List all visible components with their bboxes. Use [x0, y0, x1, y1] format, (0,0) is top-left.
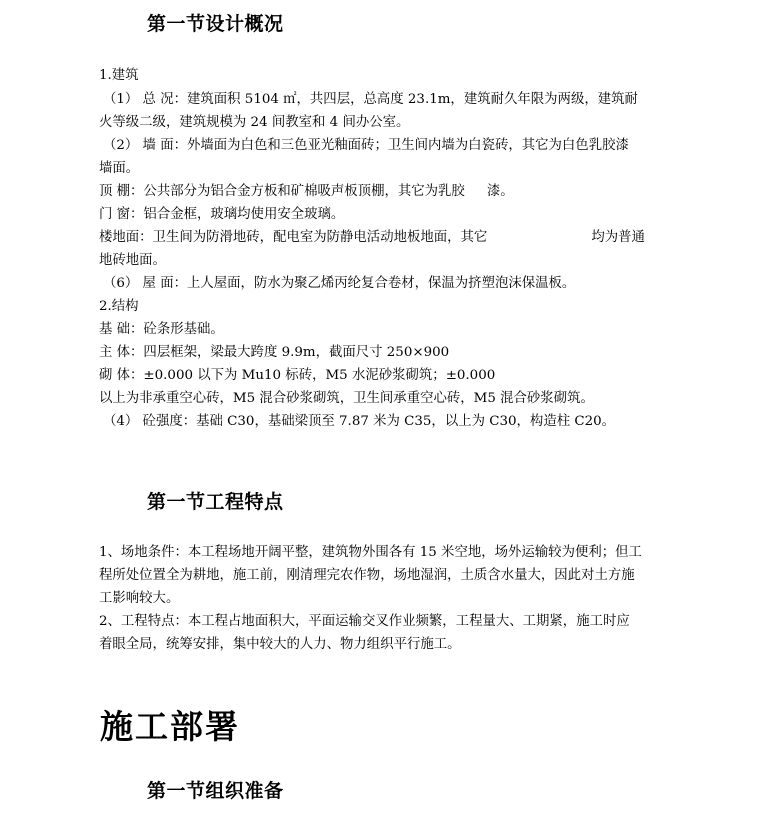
paragraph-line: 以上为非承重空心砖，M5 混合砂浆砌筑，卫生间承重空心砖，M5 混合砂浆砌筑。: [99, 391, 594, 406]
paragraph-line: 门 窗：铝合金框，玻璃均使用安全玻璃。: [99, 207, 345, 222]
paragraph-line: 工影响较大。: [99, 591, 180, 606]
paragraph-line: 程所处位置全为耕地，施工前，刚清理完农作物，场地湿润，土质含水量大，因此对土方施: [99, 568, 635, 583]
chapter-heading-construction-deployment: 施工部署: [100, 707, 240, 746]
paragraph-line: 2、工程特点：本工程占地面积大，平面运输交叉作业频繁，工程量大、工期紧，施工时应: [99, 614, 630, 629]
paragraph-line: （1） 总 况：建筑面积 5104 ㎡，共四层，总高度 23.1m，建筑耐久年限为两级，建筑耐: [103, 92, 638, 107]
section-heading-design-overview: 第一节设计概况: [147, 13, 284, 35]
text-segment: 楼地面：卫生间为防滑地砖，配电室为防静电活动地板地面，其它: [99, 230, 488, 245]
paragraph-line: 1、场地条件：本工程场地开阔平整，建筑物外围各有 15 米空地，场外运输较为便利；但工: [99, 545, 642, 560]
paragraph-line: （6） 屋 面：上人屋面，防水为聚乙烯丙纶复合卷材，保温为挤塑泡沫保温板。: [103, 276, 576, 291]
subsection-title-structure: 2.结构: [99, 299, 139, 314]
paragraph-line: 主 体：四层框架，梁最大跨度 9.9m，截面尺寸 250×900: [99, 345, 450, 360]
paragraph-line-floor: [99, 226, 645, 249]
subsection-title-architecture: 1.建筑: [99, 68, 139, 83]
text-segment: 漆。: [486, 184, 514, 199]
paragraph-line: 地砖地面。: [99, 253, 166, 268]
paragraph-line: 墙面。: [99, 161, 140, 176]
paragraph-line: 基 础：砼条形基础。: [99, 322, 224, 337]
text-segment: 顶 棚：公共部分为铝合金方板和矿棉吸声板顶棚，其它为乳胶: [99, 184, 465, 199]
paragraph-line-ceiling: [99, 180, 514, 203]
paragraph-line: （2） 墙 面：外墙面为白色和三色亚光釉面砖；卫生间内墙为白瓷砖，其它为白色乳胶漆: [103, 138, 629, 153]
paragraph-line: 火等级二级，建筑规模为 24 间教室和 4 间办公室。: [99, 115, 410, 130]
section-heading-organization-preparation: 第一节组织准备: [147, 780, 284, 802]
paragraph-line: （4） 砼强度：基础 C30，基础梁顶至 7.87 米为 C35，以上为 C30，构造柱 C20。: [103, 414, 616, 429]
paragraph-line: 砌 体：±0.000 以下为 Mu10 标砖，M5 水泥砂浆砌筑；±0.000: [99, 368, 496, 383]
paragraph-line: 着眼全局，统筹安排，集中较大的人力、物力组织平行施工。: [99, 637, 461, 652]
text-segment: 均为普通: [591, 230, 645, 245]
section-heading-project-features: 第一节工程特点: [147, 491, 284, 513]
